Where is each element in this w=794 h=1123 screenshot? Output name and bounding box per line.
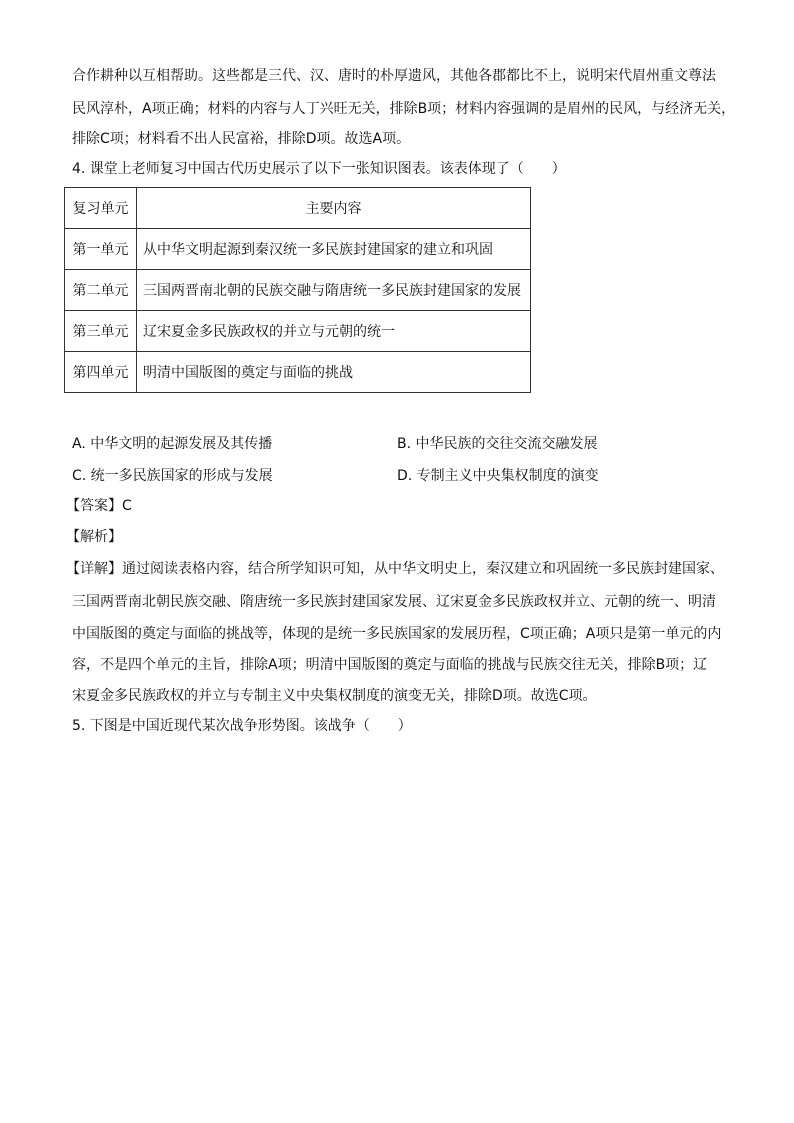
table-cell: 第二单元 <box>65 270 137 311</box>
option-a: A. 中华文明的起源发展及其传播 <box>72 436 273 452</box>
table-cell: 从中华文明起源到秦汉统一多民族封建国家的建立和巩固 <box>137 229 531 270</box>
table-cell: 第一单元 <box>65 229 137 270</box>
question-5-stem: 5. 下图是中国近现代某次战争形势图。该战争（ ） <box>72 718 412 734</box>
answer-label: 【答案】C <box>66 498 132 514</box>
table-row <box>65 352 531 393</box>
detail-line-5: 宋夏金多民族政权的并立与专制主义中央集权制度的演变无关，排除D项。故选C项。 <box>72 688 597 704</box>
analysis-label: 【解析】 <box>66 529 122 545</box>
table-header-row <box>65 188 531 229</box>
detail-line-1: 【详解】通过阅读表格内容，结合所学知识可知，从中华文明史上，秦汉建立和巩固统一多民族封建国家、 <box>66 561 724 577</box>
table-row <box>65 270 531 311</box>
table-row <box>65 229 531 270</box>
detail-line-4: 容，不是四个单元的主旨，排除A项；明清中国版图的奠定与面临的挑战与民族交往无关，排除B项；辽 <box>72 657 708 673</box>
table-cell: 第四单元 <box>65 352 137 393</box>
detail-line-2: 三国两晋南北朝民族交融、隋唐统一多民族封建国家发展、辽宋夏金多民族政权并立、元朝的统一、明清 <box>72 594 716 610</box>
option-c: C. 统一多民族国家的形成与发展 <box>72 468 273 484</box>
table-cell: 辽宋夏金多民族政权的并立与元朝的统一 <box>137 311 531 352</box>
paragraph-line-3: 排除C项；材料看不出人民富裕，排除D项。故选A项。 <box>72 131 411 147</box>
table-cell: 明清中国版图的奠定与面临的挑战 <box>137 352 531 393</box>
table-header-cell: 主要内容 <box>137 188 531 229</box>
table-row <box>65 311 531 352</box>
table-cell: 三国两晋南北朝的民族交融与隋唐统一多民族封建国家的发展 <box>137 270 531 311</box>
review-table <box>64 187 531 393</box>
paragraph-line-1: 合作耕种以互相帮助。这些都是三代、汉、唐时的朴厚遗风，其他各郡都比不上，说明宋代眉州重文尊法 <box>72 68 716 84</box>
table-header-cell: 复习单元 <box>65 188 137 229</box>
question-4-stem: 4. 课堂上老师复习中国古代历史展示了以下一张知识图表。该表体现了（ ） <box>72 161 566 177</box>
paragraph-line-2: 民风淳朴，A项正确；材料的内容与人丁兴旺无关，排除B项；材料内容强调的是眉州的民风，与经济无关， <box>72 101 736 117</box>
option-b: B. 中华民族的交往交流交融发展 <box>397 436 598 452</box>
option-d: D. 专制主义中央集权制度的演变 <box>397 468 599 484</box>
detail-line-3: 中国版图的奠定与面临的挑战等，体现的是统一多民族国家的发展历程，C项正确；A项只是第一单元的内 <box>72 626 722 642</box>
table-cell: 第三单元 <box>65 311 137 352</box>
